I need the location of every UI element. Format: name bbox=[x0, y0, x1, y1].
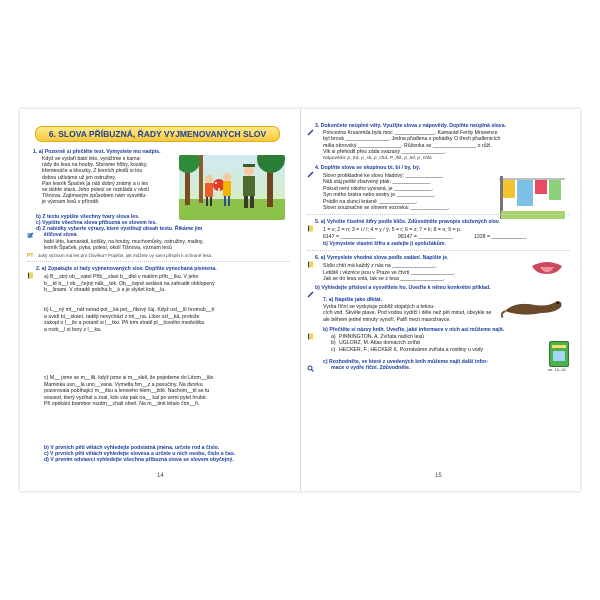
otter-illustration bbox=[501, 295, 565, 319]
book-title-line: UGLORZ, M. Atlas domácích zvířat bbox=[339, 340, 421, 347]
ex7-header: 7. a) Napište jako diktát. bbox=[323, 297, 383, 303]
ex1-text-line: rády do lesa na houby. Sbíráme hřiby, kozáky, bbox=[42, 162, 148, 169]
book-icon bbox=[307, 219, 314, 226]
ex2-header: 2. a) Zopakujte si řady vyjmenovaných slov. Doplňte vynechaná písmena. bbox=[36, 266, 217, 272]
ex4-line: Náš stáj peště zbarvený pták: _____________ bbox=[323, 179, 430, 186]
ex4-line: Pokud není nikoho vyvraná, je _____________. bbox=[323, 185, 433, 192]
pt-question: Jaký význam má les pro člověka? Popište, jak můžete vy sami přispět k ochraně lesa. bbox=[38, 253, 213, 258]
book-icon bbox=[27, 266, 34, 273]
book-letter: c) bbox=[331, 346, 336, 353]
ex7-c-line2: mace o vydře říční. Zdůvodněte. bbox=[331, 365, 411, 371]
pt-badge: PT bbox=[27, 253, 34, 259]
ex4-line: Slovo souznačné se slovem vozovka: _____________. bbox=[323, 205, 450, 211]
ex2-a-line: a) B__strý ob__vatel Přib__slavi b__dlel v malém příb__tku. V jeho bbox=[44, 274, 199, 280]
ex7-text-line: Vydra říční se vyskytuje poblíž stojatých a tekou- bbox=[323, 304, 435, 310]
chapter-title-bar bbox=[35, 126, 280, 142]
ex1-d-line2: klíčová slova. bbox=[44, 232, 78, 238]
ex6-line: Sídlo chtít má každý z nás na _______________. bbox=[323, 263, 437, 269]
ex2-question-d: d) V prvním odstavci vyhledejte všechna příbuzná slova se slovem obyčejný. bbox=[44, 457, 234, 463]
ex3-line: Vlk si přehodil přes záda svázaný _______________. bbox=[323, 149, 447, 156]
ex7-c-line1: c) Rozhodněte, ve které z uvedených knih můžeme najít další infor- bbox=[323, 359, 489, 365]
pencil-icon bbox=[27, 226, 34, 233]
pencil-icon bbox=[307, 123, 314, 130]
separator bbox=[307, 250, 569, 251]
ex2-b-line: b) L__ný ml__nář nerad pol__ká pel__ňkový čaj. Když usl__ší hromob__tí bbox=[44, 307, 215, 313]
tongue-illustration bbox=[530, 258, 564, 278]
ex7-b: b) Přečtěte si názvy knih. Uveďte, jaké informace v nich asi můžeme najít. bbox=[323, 327, 505, 333]
book-title-line: PINNINGTON, A. Zvířata našich lesů bbox=[339, 334, 424, 340]
ex4-line: Slovo protikladné ke slovu hladový: _____________ bbox=[323, 173, 443, 179]
ex2-b-line: a rozb__l si bory z l__ka. bbox=[44, 326, 102, 333]
ex5-key: 1 = v; 2 = n; 3 = i / í; 4 = y / ý; 5 = r; 6 = z; 7 = k; 8 = o; 9 = p. bbox=[323, 227, 462, 233]
textbook-spread bbox=[20, 109, 580, 491]
page-number-left: 14 bbox=[157, 473, 164, 479]
ex3-line: Princezna Krasomila byla moc ______________. Kamarád Ferdy Mravence bbox=[323, 130, 498, 136]
ex1-text-line: křemenáče a klouzky. Z lesních plodů si tou bbox=[42, 168, 143, 175]
ex4-header: 4. Doplňte slova se skupinou bi, bí / by, bý. bbox=[315, 165, 421, 171]
book-icon bbox=[307, 327, 314, 334]
right-page bbox=[301, 109, 580, 491]
ex2-a-line: b__linami. V ohradě pobíhá b__k a je slyšet kob__lu. bbox=[44, 287, 166, 294]
ex1-text-line: Pan lesník Špaček ja náš dobrý známý a o les bbox=[42, 180, 149, 187]
ex7-text-line: cích vod. Skvěle plave. Pod vodou vydrží i déle než pět minut, obvykle se bbox=[323, 310, 492, 317]
ex5-equation-2: 98147 = ____________ bbox=[398, 234, 453, 240]
ex6-line: Letiště i věznice jsou v Praze ve čtvrti _______________. bbox=[323, 269, 456, 276]
laundry-illustration bbox=[497, 171, 567, 219]
ex6-header: 6. a) Vymyslete vhodná slova podle zadání. Napište je. bbox=[315, 255, 449, 261]
ex1-text-line: je význam lesů v přírodě. bbox=[42, 199, 100, 206]
ex7-text-line: ale během jedné minuty vynoří. Patří mezi masožravce. bbox=[323, 316, 451, 323]
separator bbox=[27, 261, 289, 262]
ex2-b-line: zakopl o l__že a poranil si l__tko. Při tom ztratil pl__šového medvídka bbox=[44, 320, 205, 327]
ex5-equation-3: 1328 = ____________ bbox=[474, 234, 527, 240]
separator bbox=[307, 214, 569, 215]
ex1-words-line2: lesník Špaček, pyka, polesí, okolí Tišnova, význam lesů bbox=[44, 245, 172, 251]
ex2-question-b: b) V prvních pěti větách vyhledejte podstatná jména, určete rod a číslo. bbox=[44, 445, 220, 451]
pencil-icon bbox=[307, 165, 314, 172]
ex2-c-line: Maminka usn__la uno__vaná. Vymetla hm__z a pavučiny. Na dvorku bbox=[44, 381, 203, 388]
book-icon bbox=[307, 255, 314, 262]
ex3-hint: Nápověda: p_trá, p_sk, p_chá, P_tlík, p_tel, p_chla bbox=[323, 156, 432, 161]
ex2-c-line: c) M__ jsme se m__lili, když jsme si m__sleli, že pojedeme do Litom__šle. bbox=[44, 375, 215, 381]
pencil-icon bbox=[307, 285, 314, 292]
page-number-right: 15 bbox=[435, 473, 442, 479]
ex3-header: 3. Dokončete neúplné věty. Využijte slova z nápovědy. Doplňte neúplná slova. bbox=[315, 123, 507, 129]
book-title-line: HECKER, F.; HECKER K. Poznáváme zvířata a rostliny u vody bbox=[339, 346, 484, 353]
magnifier-icon bbox=[307, 359, 314, 366]
book-letter: b) bbox=[331, 340, 336, 347]
ex3-line: byl brouk _______________. Jedna přadlena z pohádky O třech přadlenicích bbox=[323, 136, 501, 143]
ex2-c-line: pozorovala pobíhající m__šku a leniveho hlem__ždě. Nachom__til se tu bbox=[44, 388, 210, 395]
ex1-text-line: Tišnova. Zajímavým způsobem nám vysvětlu- bbox=[42, 193, 148, 200]
ex4-line: Prádlo na slunci krásně _____________. bbox=[323, 198, 418, 205]
book-reference: str. 15–18 bbox=[548, 367, 566, 372]
forest-illustration bbox=[179, 155, 285, 220]
ex1-text-line: se dobře stará. Jeho polesí se rozkládá v okolí bbox=[42, 187, 149, 193]
ex1-b: b) Z textu vypište všechny tvary slova les. bbox=[36, 214, 140, 220]
ex2-c-line: soused, který vyzíhal a zval, kdo vás pak na__ kal po zemi pytel hrubé. bbox=[44, 394, 208, 401]
ex5-equation-1: 6147 = ____________ bbox=[323, 234, 376, 240]
ex1-text-line: Když se vydaří babí léto, vyrážíme s kama- bbox=[42, 156, 142, 162]
ex3-line: měla obrovský _______________. Růženka se _______________ o růži. bbox=[323, 142, 492, 149]
chapter-title: 6. SLOVA PŘÍBUZNÁ, ŘADY VYJMENOVANÝCH SLOV bbox=[48, 129, 267, 139]
book-letter: a) bbox=[331, 334, 336, 340]
ex1-header: 1. a) Pozorně si přečtěte text. Vymyslete mu nadpis. bbox=[33, 149, 161, 155]
ex6-b: b) Vyhledejte přísloví a vysvětlete ho. Uveďte k němu konkrétní příklad. bbox=[315, 285, 491, 291]
ex2-b-line: a uvidí bl__skání, raději nevychází z ml__na. Libor vzl__ká, protože bbox=[44, 313, 200, 320]
ex2-c-line: Při opékání brambor rozdm__chali oheň. Na m__tině létalo čím__ři. bbox=[44, 401, 200, 408]
left-page bbox=[20, 109, 300, 491]
ex1-c: c) Vypište všechna slova příbuzná se slovem les. bbox=[36, 220, 157, 226]
ex1-words-line1: babí léto, kamarádi, košíky, na houby, muchomůrky, ostružiny, maliny, bbox=[44, 239, 204, 245]
ex4-line: Syn mého bratra nebo sestry je _____________. bbox=[323, 192, 436, 199]
ex1-d-line1: d) Z nabídky vyberte výrazy, které vystihují obsah textu. Říkáme jim bbox=[36, 226, 203, 232]
ex5-b: b) Vymyslete vlastní šifru a zadejte ji spolužákům. bbox=[323, 241, 446, 247]
ex6-line: Jak se do lesa volá, tak se z lesa _______________. bbox=[323, 276, 445, 283]
ex2-question-c: c) V prvních pěti větách vyhledejte slovesa a určete u nich osobu, číslo a čas. bbox=[44, 451, 236, 457]
ex5-header: 5. a) Vyřešte číselné šifry podle klíče. Zdůvodněte pravopis složených slov. bbox=[315, 219, 500, 225]
ex1-text-line: dobou užíváme už jen ostružiny. bbox=[42, 174, 117, 181]
ex2-a-line: b__tě b__l ob__čejný náb__tek. Ob__čejně sedává na zahradě obklopený bbox=[44, 280, 215, 287]
book-cover-illustration bbox=[549, 341, 569, 367]
